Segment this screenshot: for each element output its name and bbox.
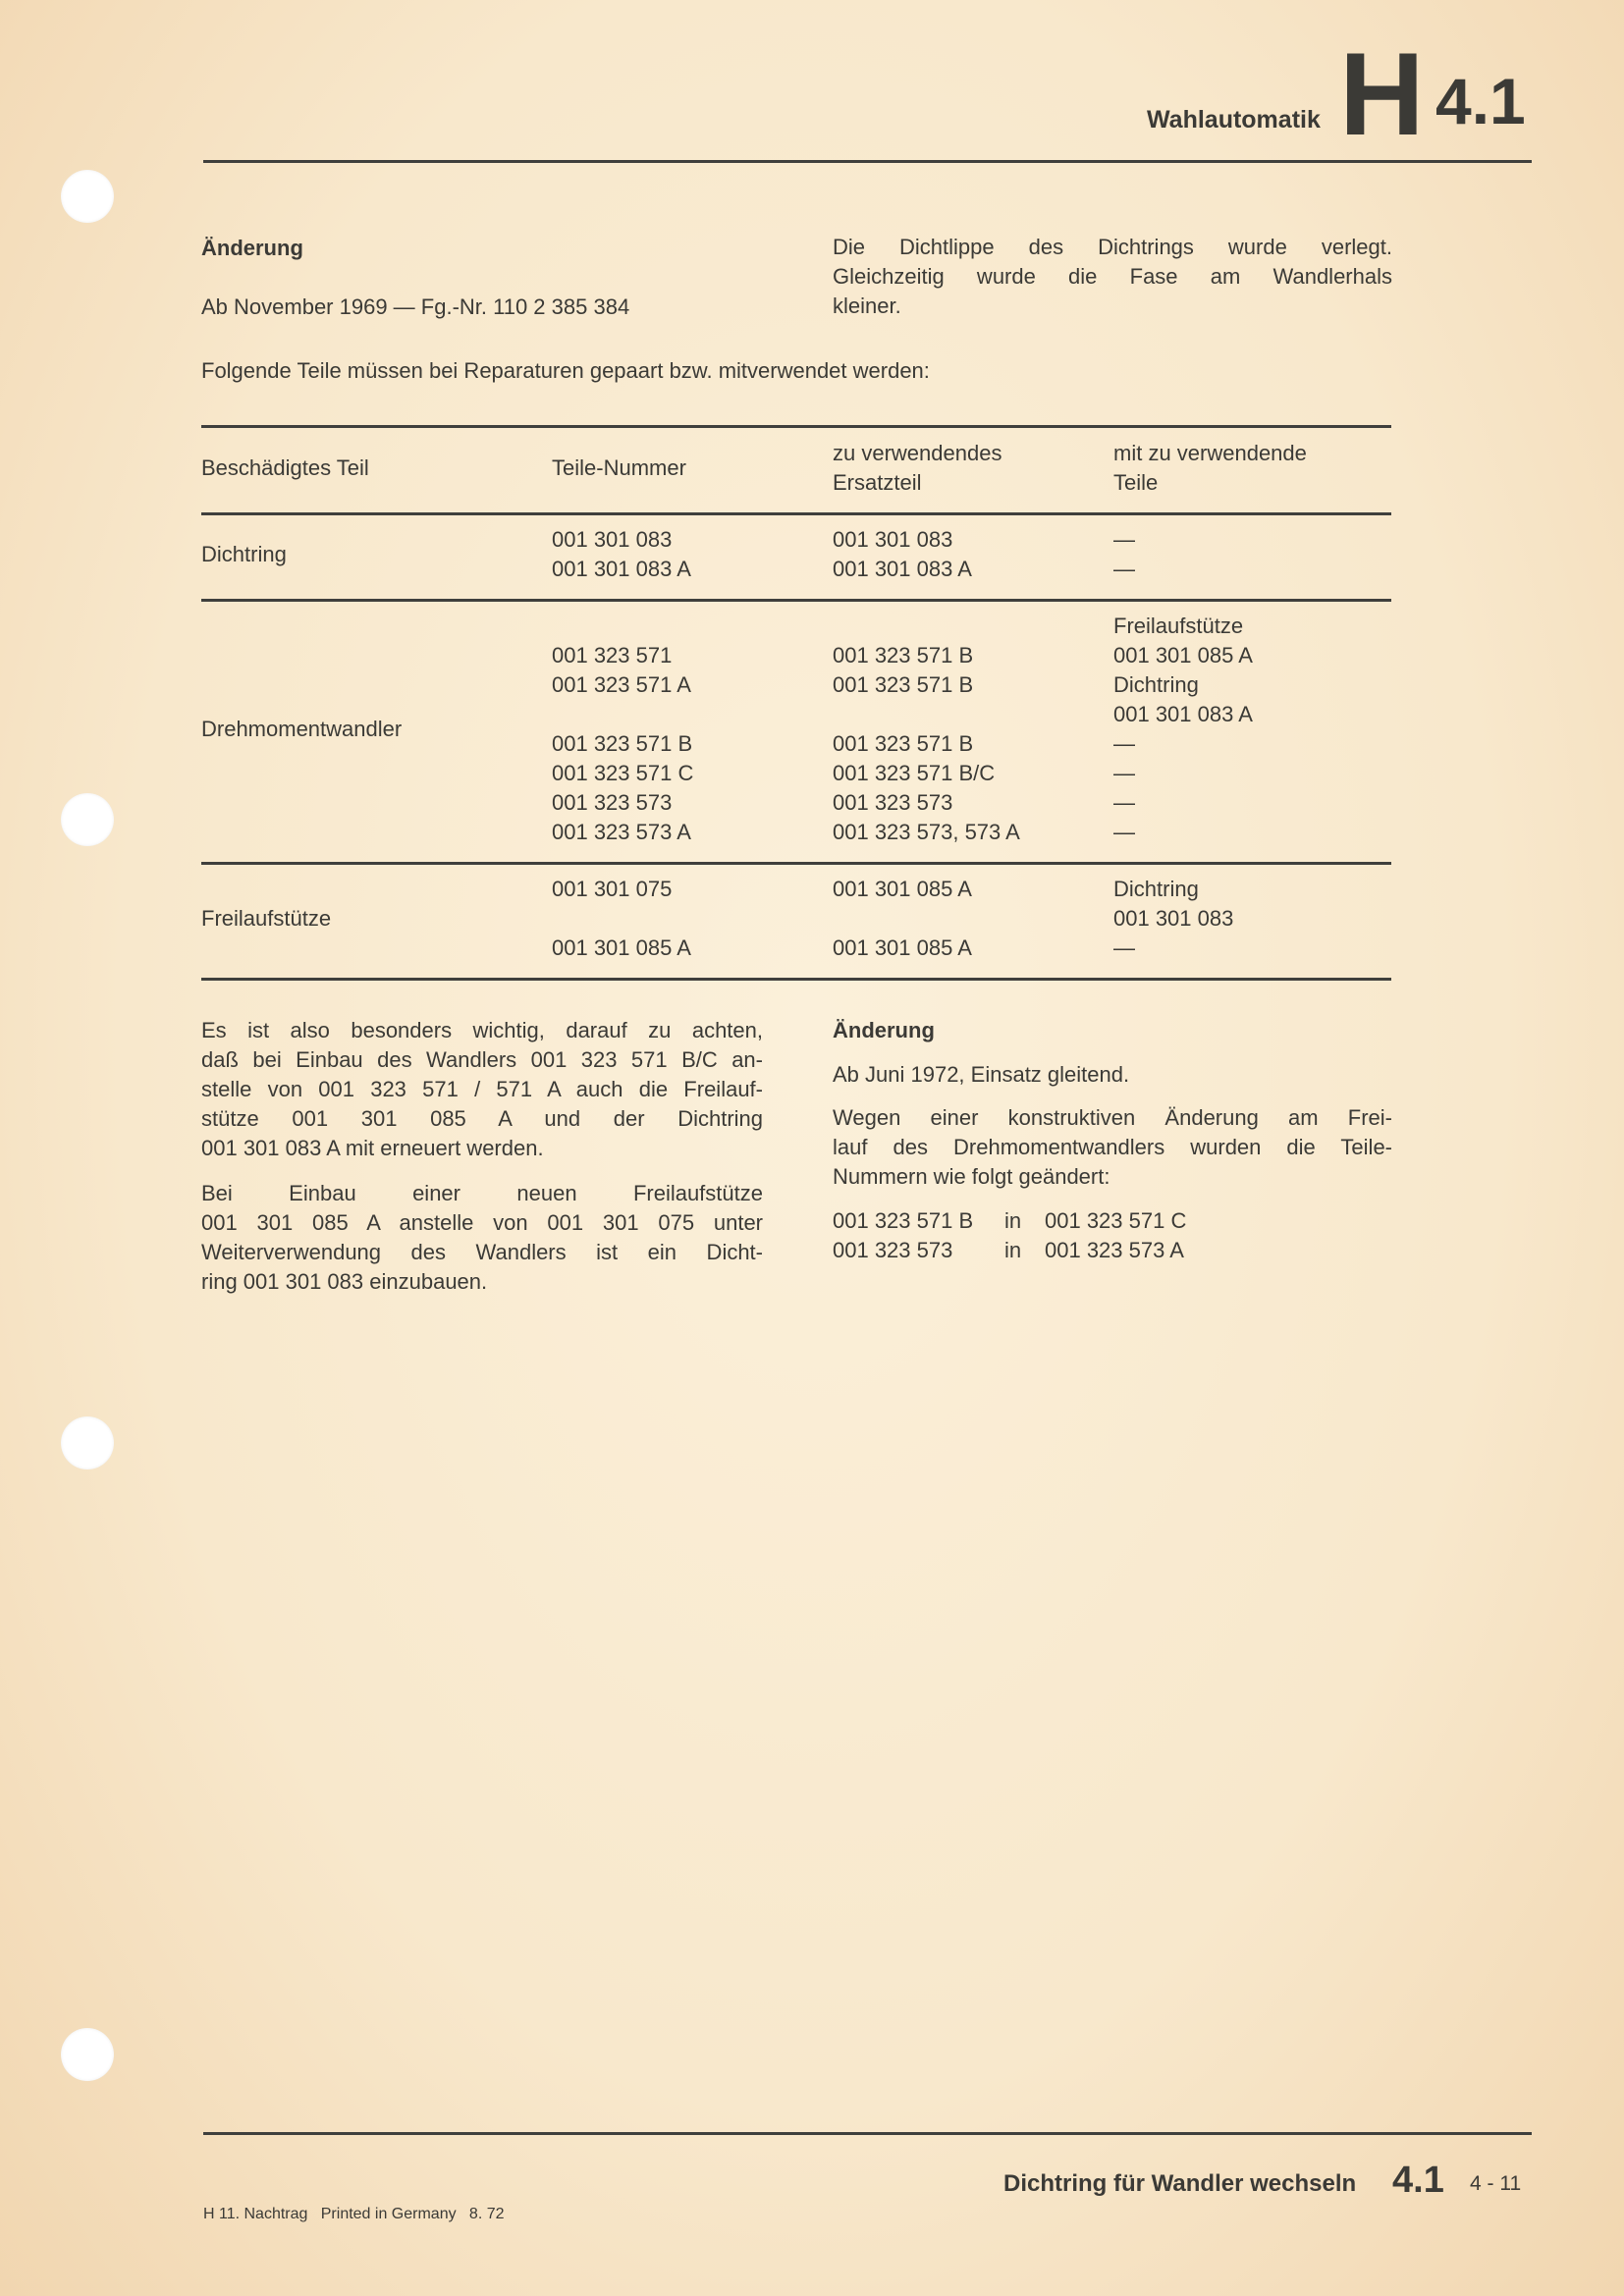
notes-right — [833, 1016, 1392, 1265]
footer-number: 4.1 — [1392, 2160, 1444, 2201]
text-line: kleiner. — [833, 294, 901, 318]
part-number: 001 323 571 B — [552, 731, 693, 756]
additional-part: — — [1113, 935, 1135, 960]
replacement-part: 001 323 571 B — [833, 672, 974, 697]
additional-part: — — [1113, 820, 1135, 844]
additional-part: — — [1113, 527, 1135, 552]
additional-part: 001 301 083 — [1113, 906, 1234, 931]
note-paragraph — [201, 1179, 763, 1297]
text-line: stelle von 001 323 571 / 571 A auch die Freilauf- — [201, 1077, 763, 1101]
replacement-part: 001 301 085 A — [833, 877, 972, 901]
new-number: 001 323 571 C — [1045, 1208, 1187, 1233]
footer-rule — [203, 2132, 1532, 2135]
notes-right-heading: Änderung — [833, 1018, 935, 1042]
intro-heading: Änderung — [201, 236, 303, 260]
part-number: 001 301 075 — [552, 877, 673, 901]
damaged-part: Dichtring — [201, 542, 287, 566]
new-number: 001 323 573 A — [1045, 1238, 1184, 1262]
replacement-part: 001 301 085 A — [833, 935, 972, 960]
table-rule — [201, 599, 1391, 602]
section-title: Wahlautomatik — [1147, 106, 1321, 133]
chapter-letter: H — [1339, 28, 1425, 160]
additional-part: Freilaufstütze — [1113, 614, 1244, 638]
part-number: 001 323 571 A — [552, 672, 691, 697]
number-change-row — [833, 1206, 1392, 1236]
part-number: 001 323 571 C — [552, 761, 694, 785]
additional-part: 001 301 083 A — [1113, 702, 1253, 726]
text-line: Es ist also besonders wichtig, darauf zu achten, — [201, 1018, 763, 1042]
table-rule — [201, 978, 1391, 981]
old-number: 001 323 573 — [833, 1238, 953, 1262]
text-line: lauf des Drehmomentwandlers wurden die Teile- — [833, 1135, 1392, 1159]
column-header: zu verwendendes — [833, 441, 1002, 465]
text-line: stütze 001 301 085 A und der Dichtring — [201, 1106, 763, 1131]
text-line: Wegen einer konstruktiven Änderung am Frei- — [833, 1105, 1392, 1130]
footer-page: 4 - 11 — [1470, 2172, 1522, 2195]
part-number: 001 323 573 A — [552, 820, 691, 844]
punch-hole — [61, 1416, 114, 1469]
additional-part: Dichtring — [1113, 877, 1199, 901]
header-rule — [203, 160, 1532, 163]
punch-hole — [61, 793, 114, 846]
intro-date: Ab November 1969 — Fg.-Nr. 110 2 385 384 — [201, 294, 630, 319]
replacement-part: 001 323 571 B — [833, 643, 974, 667]
column-header: Teile-Nummer — [552, 455, 686, 480]
column-header: mit zu verwendende — [1113, 441, 1307, 465]
footer-title: Dichtring für Wandler wechseln — [1003, 2170, 1357, 2197]
footer-imprint: H 11. Nachtrag Printed in Germany 8. 72 — [203, 2206, 505, 2222]
additional-part: — — [1113, 731, 1135, 756]
table-rule — [201, 512, 1391, 515]
column-header: Beschädigtes Teil — [201, 455, 369, 480]
notes-right-date: Ab Juni 1972, Einsatz gleitend. — [833, 1062, 1130, 1087]
part-number: 001 323 573 — [552, 790, 673, 815]
table-intro: Folgende Teile müssen bei Reparaturen gepaart bzw. mitverwendet werden: — [201, 358, 930, 383]
additional-part: — — [1113, 790, 1135, 815]
text-line: Bei Einbau einer neuen Freilaufstütze — [201, 1181, 763, 1205]
punch-hole — [61, 2028, 114, 2081]
text-line: Die Dichtlippe des Dichtrings wurde verlegt. — [833, 235, 1392, 259]
in-label: in — [1004, 1238, 1022, 1262]
part-number: 001 301 085 A — [552, 935, 691, 960]
additional-part: — — [1113, 557, 1135, 581]
additional-part: Dichtring — [1113, 672, 1199, 697]
in-label: in — [1004, 1208, 1022, 1233]
text-line: Gleichzeitig wurde die Fase am Wandlerhals — [833, 264, 1392, 289]
text-line: Nummern wie folgt geändert: — [833, 1164, 1110, 1189]
number-change-row — [833, 1236, 1392, 1265]
part-number: 001 301 083 A — [552, 557, 691, 581]
notes-left — [201, 1016, 763, 1297]
part-number: 001 301 083 — [552, 527, 673, 552]
additional-part: 001 301 085 A — [1113, 643, 1253, 667]
damaged-part: Freilaufstütze — [201, 906, 332, 931]
damaged-part: Drehmomentwandler — [201, 717, 403, 741]
table-rule — [201, 862, 1391, 865]
replacement-part: 001 301 083 — [833, 527, 953, 552]
replacement-part: 001 323 571 B/C — [833, 761, 996, 785]
table-rule — [201, 425, 1391, 428]
additional-part: — — [1113, 761, 1135, 785]
text-line: 001 301 085 A anstelle von 001 301 075 unter — [201, 1210, 763, 1235]
replacement-part: 001 323 573 — [833, 790, 953, 815]
punch-hole — [61, 170, 114, 223]
part-number: 001 323 571 — [552, 643, 673, 667]
text-line: daß bei Einbau des Wandlers 001 323 571 B/C an- — [201, 1047, 763, 1072]
text-line: Weiterverwendung des Wandlers ist ein Dicht- — [201, 1240, 763, 1264]
text-line: 001 301 083 A mit erneuert werden. — [201, 1136, 544, 1160]
replacement-part: 001 323 573, 573 A — [833, 820, 1020, 844]
text-line: ring 001 301 083 einzubauen. — [201, 1269, 488, 1294]
intro-description — [833, 233, 1392, 321]
replacement-part: 001 301 083 A — [833, 557, 972, 581]
column-header: Teile — [1113, 470, 1159, 495]
column-header: Ersatzteil — [833, 470, 922, 495]
old-number: 001 323 571 B — [833, 1208, 974, 1233]
chapter-number: 4.1 — [1435, 65, 1526, 137]
replacement-part: 001 323 571 B — [833, 731, 974, 756]
note-paragraph — [201, 1016, 763, 1163]
